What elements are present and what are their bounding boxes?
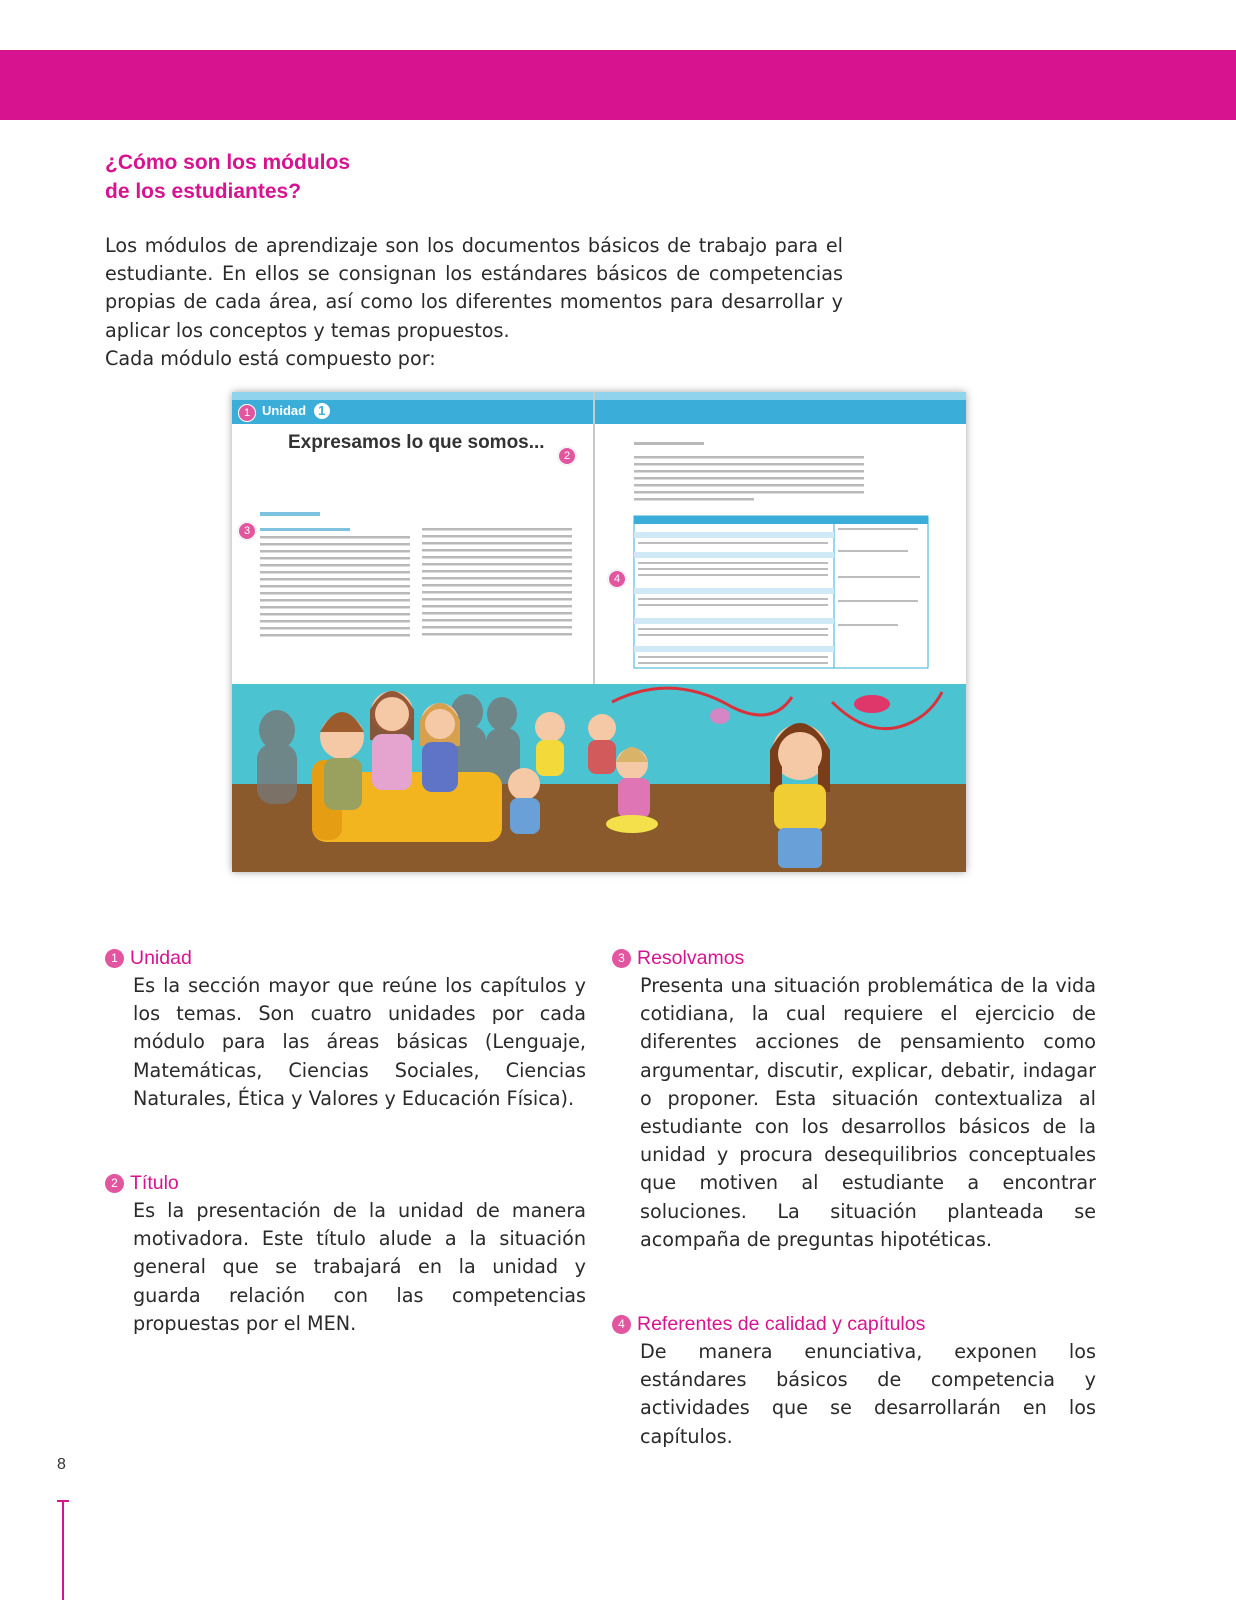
section-number-badge: 1 xyxy=(105,949,124,968)
section-title: Resolvamos xyxy=(637,947,745,969)
preview-unit-label xyxy=(262,403,330,419)
page-title-line-2: de los estudiantes? xyxy=(105,180,302,203)
section-heading xyxy=(105,944,586,972)
section-number-badge: 3 xyxy=(612,949,631,968)
preview-badge-2: 2 xyxy=(558,447,576,465)
section-body: Es la sección mayor que reúne los capítulos y los temas. Son cuatro unidades por cada módulo para las áreas básicas (Lenguaje, Matemáticas, Ciencias Sociales, Ciencias Naturales, Ética y Valores y Educación Física). xyxy=(133,974,586,1110)
section-titulo xyxy=(105,1169,586,1338)
section-unidad xyxy=(105,944,586,1113)
section-number-badge: 4 xyxy=(612,1315,631,1334)
preview-unit-number: 1 xyxy=(314,403,330,419)
preview-badge-3: 3 xyxy=(238,522,256,540)
module-preview-image xyxy=(232,392,966,872)
section-heading xyxy=(612,944,1096,972)
section-heading xyxy=(612,1310,1096,1338)
section-heading xyxy=(105,1169,586,1197)
page-title-line-1: ¿Cómo son los módulos xyxy=(105,151,350,174)
margin-rule xyxy=(62,1500,64,1600)
section-body: De manera enunciativa, exponen los estándares básicos de competencia y actividades que se desarrollarán en los capítulos. xyxy=(640,1340,1096,1448)
section-body: Presenta una situación problemática de la vida cotidiana, la cual requiere el ejercicio de diferentes acciones de pensamiento como argumentar, discutir, explicar, debatir, indagar o proponer. Esta situación contextualiza al estudiante con los desarrollos básicos de la unidad y procura desequilibrios conceptuales que motiven al estudiante a encontrar soluciones. La situación planteada se acompaña de preguntas hipotéticas. xyxy=(640,974,1096,1251)
intro-text: Los módulos de aprendizaje son los documentos básicos de trabajo para el estudiante. En ellos se consignan los estándares básicos de competencias propias de cada área, así como los diferentes momentos para desarrollar y aplicar los conceptos y temas propuestos. xyxy=(105,234,843,342)
page-title xyxy=(105,148,525,206)
intro-paragraph xyxy=(105,232,843,373)
section-referentes xyxy=(612,1310,1096,1451)
preview-unit-title: Expresamos lo que somos... xyxy=(288,432,545,453)
preview-unit-text: Unidad xyxy=(262,403,307,418)
module-spread-illustration xyxy=(232,392,966,872)
section-title: Referentes de calidad y capítulos xyxy=(637,1313,926,1335)
preview-badge-4: 4 xyxy=(608,570,626,588)
page-number: 8 xyxy=(57,1456,66,1473)
section-title: Título xyxy=(130,1172,179,1194)
section-body: Es la presentación de la unidad de manera motivadora. Este título alude a la situación general que se trabajará en la unidad y guarda relación con las competencias propuestas por el MEN. xyxy=(133,1199,586,1335)
section-resolvamos xyxy=(612,944,1096,1254)
top-color-band xyxy=(0,50,1236,120)
preview-badge-1: 1 xyxy=(238,404,256,422)
intro-lead-in: Cada módulo está compuesto por: xyxy=(105,346,436,370)
section-number-badge: 2 xyxy=(105,1174,124,1193)
section-title: Unidad xyxy=(130,947,192,969)
